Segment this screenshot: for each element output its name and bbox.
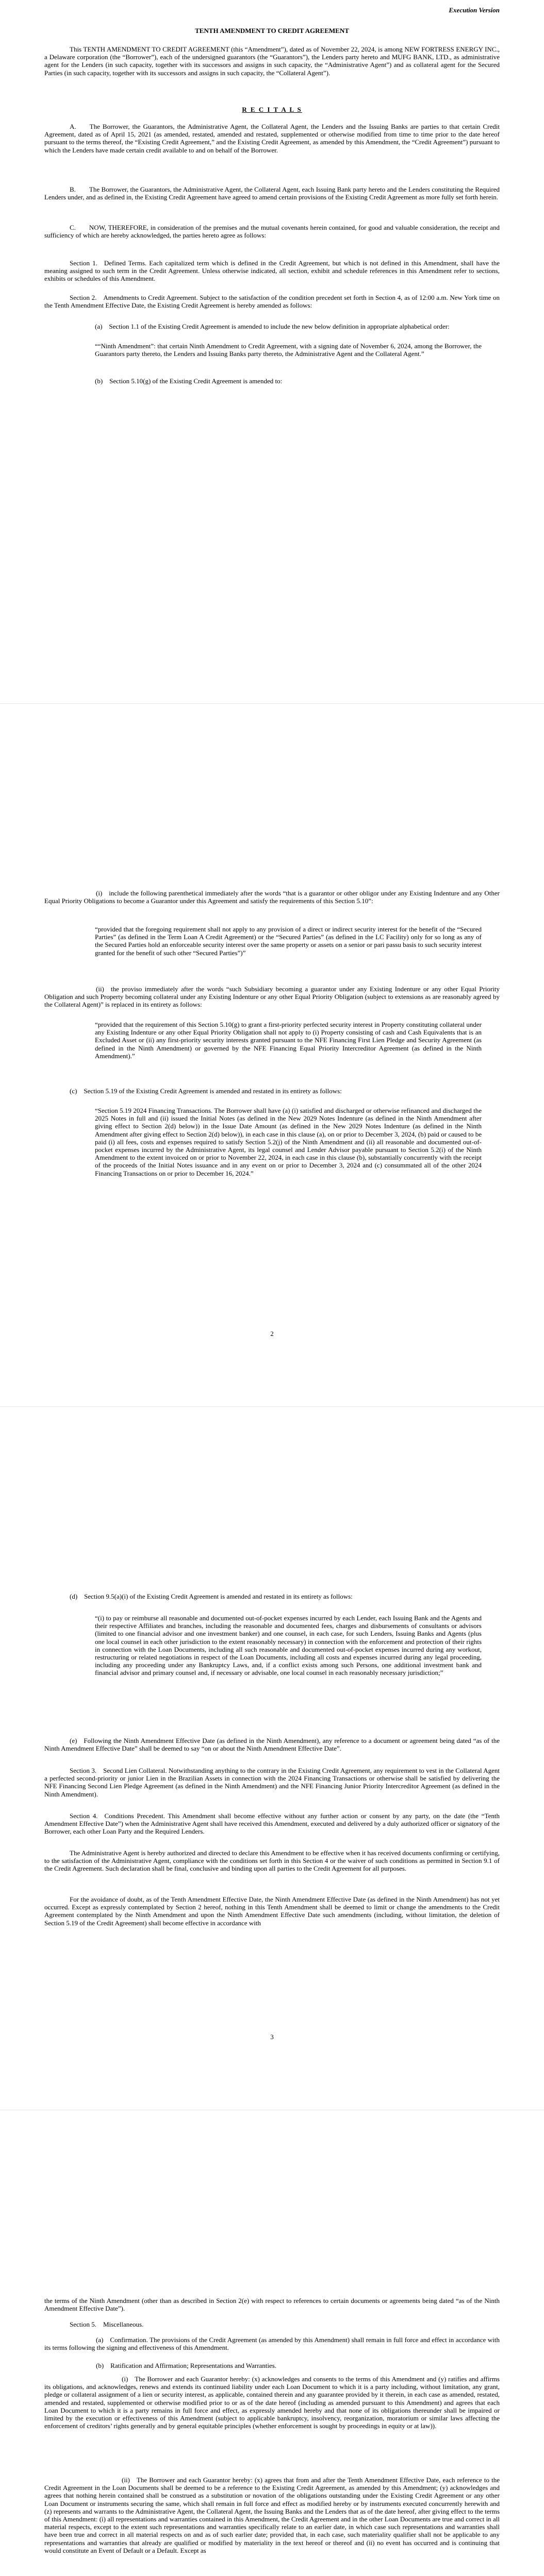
- page-4: [0, 2110, 544, 2576]
- paragraph-e: (e) Following the Ninth Amendment Effective Date (as defined in the Ninth Amendment), any reference to a document or agreement being dated “as of the Ninth Amendment Effective Date” shall be deemed to say “on or about the Ninth Amendment Effective Date”.: [44, 1737, 500, 1753]
- admin-agent-paragraph: The Administrative Agent is hereby authorized and directed to declare this Amendment to be effective when it has received documents confirming or certifying, to the satisfaction of the Administrative Agent, compliance with the conditions set forth in this Section 4 or the waiver of such conditions as permitted in Section 9.1 of the Credit Agreement. Such declaration shall be final, conclusive and binding upon all parties to the Credit Agreement for all purposes.: [44, 1849, 500, 1873]
- page-1: [0, 0, 544, 703]
- recital-a: A. The Borrower, the Guarantors, the Administrative Agent, the Collateral Agent, the Lenders and the Issuing Banks are parties to that certain Credit Agreement, dated as of April 15, 2021 (as amended, restated, amended and restated, supplemented or otherwise modified from time to time prior to the date hereof pursuant to the terms thereof, the “Existing Credit Agreement,” and the Existing Credit Agreement, as amended by this Amendment, the “Credit Agreement”) pursuant to which the Lenders have made certain credit available to and on behalf of the Borrower.: [44, 123, 500, 154]
- page-3: [0, 1407, 544, 2110]
- section-5-miscellaneous: Section 5. Miscellaneous.: [70, 2320, 144, 2328]
- paragraph-a: (a) Section 1.1 of the Existing Credit Agreement is amended to include the new below definition in appropriate alphabetical order:: [95, 323, 450, 330]
- provided-quote: “provided that the requirement of this Section 5.10(g) to grant a first-priority perfected security interest in Property constituting collateral under any Existing Indenture or any other Equal Priority Obligation shall not apply to (i) Property consisting of cash and Cash Equivalents that is an Excluded Asset or (ii) any first-priority security interests granted pursuant to the NFE Financing First Lien Pledge and Security Agreement (as defined in the Ninth Amendment) or governed by the NFE Financing Equal Priority Intercreditor Agreement (as defined in the Ninth Amendment).”: [95, 1021, 482, 1060]
- intro-paragraph: This TENTH AMENDMENT TO CREDIT AGREEMENT (this “Amendment”), dated as of November 22, 2024, is among NEW FORTRESS ENERGY INC., a Delaware corporation (the “Borrower”), each of the undersigned guarantors (the “Guarantors”), the Lenders party hereto and MUFG BANK, LTD., as administrative agent for the Lenders (in such capacity, together with its successors and assigns in such capacity, the “Administrative Agent”) and as collateral agent for the Secured Parties (in such capacity, together with its successors and assigns in such capacity, the “Collateral Agent”).: [44, 45, 500, 77]
- proviso-quote: “provided that the foregoing requirement shall not apply to any provision of a direct or indirect security interest for the benefit of the “Secured Parties” (as defined in the Term Loan A Credit Agreement) or the “Secured Parties” (as defined in the LC Facility) only for so long as any of the Secured Parties hold an enforceable security interest over the same property or assets on a senior or pari passu basis to such security interest granted for the benefit of such other “Secured Parties”)”: [95, 925, 482, 957]
- recital-b: B. The Borrower, the Guarantors, the Administrative Agent, the Collateral Agent, each Issuing Bank party hereto and the Lenders constituting the Required Lenders under, and as defined in, the Existing Credit Agreement have agreed to amend certain provisions of the Existing Credit Agreement as more fully set forth herein.: [44, 185, 500, 201]
- terms-continuation: the terms of the Ninth Amendment (other than as described in Section 2(e) with respect to references to certain documents or agreements being dated “as of the Ninth Amendment Effective Date”).: [44, 2297, 500, 2313]
- section-9-5-quote: “(i) to pay or reimburse all reasonable and documented out-of-pocket expenses incurred by each Lender, each Issuing Bank and the Agents and their respective Affiliates and branches, including the reasonable and documented fees, charges and disbursements of consultants or advisors (limited to one financial advisor and one investment banker) and one counsel, in each case, for such Lenders, Issuing Banks and Agents (plus one local counsel in each other jurisdiction to the extent reasonably necessary) in connection with the enforcement and protection of their rights in connection with the Loan Documents, including all such reasonable and documented out-of-pocket expenses incurred during any workout, restructuring or related negotiations in respect of the Loan Documents, including all costs and expenses incurred during any legal proceeding, including any proceeding under any Bankruptcy Laws, and, if a conflict exists among such Persons, one additional investment bank and financial advisor and primary counsel and, if necessary or advisable, one local counsel in each reasonably necessary jurisdiction;”: [95, 1614, 482, 1677]
- section-2-amendments: Section 2. Amendments to Credit Agreement. Subject to the satisfaction of the condition precedent set forth in Section 4, as of 12:00 a.m. New York time on the Tenth Amendment Effective Date, the Existing Credit Agreement is hereby amended as follows:: [44, 294, 500, 310]
- page-2: [0, 704, 544, 1406]
- avoidance-of-doubt-paragraph: For the avoidance of doubt, as of the Tenth Amendment Effective Date, the Ninth Amendment Effective Date (as defined in the Ninth Amendment) has not yet occurred. Except as expressly contemplated by Section 2 hereof, nothing in this Tenth Amendment shall be deemed to limit or change the amendments to the Credit Agreement contemplated by the Ninth Amendment and upon the Ninth Amendment Effective Date such amendments (including, without limitation, the deletion of Section 5.19 of the Credit Agreement) shall become effective in accordance with: [44, 1895, 500, 1927]
- paragraph-5b-ratification: (b) Ratification and Affirmation; Representations and Warranties.: [96, 2362, 277, 2369]
- ninth-amendment-definition: ““Ninth Amendment”: that certain Ninth Amendment to Credit Agreement, with a signing date of November 6, 2024, among the Borrower, the Guarantors party thereto, the Lenders and Issuing Banks party thereto, the Administrative Agent and the Collateral Agent.”: [95, 342, 482, 358]
- recitals-heading: R E C I T A L S: [242, 106, 302, 113]
- execution-version-label: Execution Version: [449, 6, 500, 14]
- paragraph-5a-confirmation: (a) Confirmation. The provisions of the Credit Agreement (as amended by this Amendment) shall remain in full force and effect in accordance with its terms following the signing and effectiveness of this Amendment.: [44, 2336, 500, 2352]
- section-3-second-lien: Section 3. Second Lien Collateral. Notwithstanding anything to the contrary in the Existing Credit Agreement, any requirement to vest in the Collateral Agent a perfected second-priority or junior Lien in the Brazilian Assets in connection with the 2024 Financing Transactions or otherwise shall be satisfied by delivering the NFE Financing Second Lien Pledge Agreement (as defined in the Ninth Amendment) and the NFE Financing Junior Priority Intercreditor Agreement (as defined in the Ninth Amendment).: [44, 1767, 500, 1798]
- page-number: 2: [270, 1330, 274, 1337]
- section-5-19-quote: “Section 5.19 2024 Financing Transactions. The Borrower shall have (a) (i) satisfied and discharged or otherwise refinanced and discharged the 2025 Notes in full and (ii) issued the Initial Notes (as defined in the New 2029 Notes Indenture (as defined in the Ninth Amendment after giving effect to Section 2(d) below)) in the Issue Date Amount (as defined in the New 2029 Notes Indenture (as defined in the Ninth Amendment after giving effect to Section 2(d) below)), in each case in this clause (a), on or prior to December 3, 2024, (b) paid or caused to be paid (i) all fees, costs and expenses required to satisfy Section 5.2(j) of the Ninth Amendment and (ii) all reasonable and documented out-of-pocket expenses incurred by the Administrative Agent, its legal counsel and Lender Advisor payable pursuant to Section 5.2(i) of the Ninth Amendment to the extent invoiced on or prior to November 22, 2024, in each case in this clause (b), substantially concurrently with the receipt of the proceeds of the Initial Notes issuance and in any event on or prior to December 3, 2024 and (c) consummated all of the other 2024 Financing Transactions on or prior to December 16, 2024.”: [95, 1107, 482, 1177]
- paragraph-5b-i: (i) The Borrower and each Guarantor hereby: (x) acknowledges and consents to the terms of this Amendment and (y) ratifies and affirms its obligations, and acknowledges, renews and extends its continued liability under each Loan Document to which it is a party including, without limitation, any grant, pledge or collateral assignment of a lien or security interest, as applicable, contained therein and any guarantee provided by it therein, in each case as amended, restated, amended and restated, supplemented or otherwise modified prior to or as of the date hereof (including as amended pursuant to this Amendment) and agrees that each Loan Document to which it is a party remains in full force and effect, as expressly amended hereby and that none of its obligations thereunder shall be impaired or limited by the execution or effectiveness of this Amendment (subject to applicable bankruptcy, insolvency, reorganization, moratorium or similar laws affecting the enforcement of creditors’ rights generally and by general equitable principles (whether enforcement is sought by proceedings in equity or at law)).: [44, 2375, 500, 2430]
- paragraph-b-ii: (ii) the proviso immediately after the words “such Subsidiary becoming a guarantor under any Existing Indenture or any other Equal Priority Obligation and such Property becoming collateral under any Existing Indenture or any other Equal Priority Obligation (subject to extensions as are reasonably agreed by the Collateral Agent)” is replaced in its entirety as follows:: [44, 985, 500, 1009]
- paragraph-c: (c) Section 5.19 of the Existing Credit Agreement is amended and restated in its entirety as follows:: [70, 1087, 342, 1095]
- paragraph-d: (d) Section 9.5(a)(i) of the Existing Credit Agreement is amended and restated in its entirety as follows:: [70, 1592, 353, 1600]
- section-1-defined-terms: Section 1. Defined Terms. Each capitalized term which is defined in the Credit Agreement, but which is not defined in this Amendment, shall have the meaning assigned to such term in the Credit Agreement. Unless otherwise indicated, all section, exhibit and schedule references in this Amendment refer to sections, exhibits or schedules of this Amendment.: [44, 259, 500, 283]
- recital-c: C. NOW, THEREFORE, in consideration of the premises and the mutual covenants herein contained, for good and valuable consideration, the receipt and sufficiency of which are hereby acknowledged, the parties hereto agree as follows:: [44, 224, 500, 240]
- paragraph-5b-ii: (ii) The Borrower and each Guarantor hereby: (x) agrees that from and after the Tenth Amendment Effective Date, each reference to the Credit Agreement in the Loan Documents shall be deemed to be a reference to the Existing Credit Agreement, as amended by this Amendment; (y) acknowledges and agrees that nothing herein contained shall be construed as a substitution or novation of the obligations outstanding under the Existing Credit Agreement or any other Loan Document or instruments securing the same, which shall remain in full force and effect as modified hereby or by instruments executed concurrently herewith and (z) represents and warrants to the Administrative Agent, the Collateral Agent, the Issuing Banks and the Lenders that as of the date hereof, after giving effect to the terms of this Amendment: (i) all representations and warranties contained in this Amendment, the Credit Agreement and in the other Loan Documents are true and correct in all material respects, except to the extent such representations and warranties specifically relate to an earlier date, in which case such representations and warranties shall have been true and correct in all material respects on and as of such earlier date; provided that, in each case, such materiality qualifier shall not be applicable to any representations and warranties that already are qualified or modified by materiality in the text hereof or thereof and (ii) no event has occurred and is continuing that would constitute an Event of Default or a Default. Except as: [44, 2476, 500, 2554]
- section-4-conditions: Section 4. Conditions Precedent. This Amendment shall become effective without any further action or consent by any party, on the date (the “Tenth Amendment Effective Date”) when the Administrative Agent shall have received this Amendment, executed and delivered by a duly authorized officer or signatory of the Borrower, each other Loan Party and the Required Lenders.: [44, 1812, 500, 1836]
- paragraph-b-i: (i) include the following parenthetical immediately after the words “that is a guarantor or other obligor under any Existing Indenture and any Other Equal Priority Obligations to become a Guarantor under this Agreement and satisfy the requirements of this Section 5.10”:: [44, 889, 500, 905]
- page-number: 3: [270, 2033, 274, 2041]
- paragraph-b: (b) Section 5.10(g) of the Existing Credit Agreement is amended to:: [95, 377, 283, 385]
- document-title: TENTH AMENDMENT TO CREDIT AGREEMENT: [195, 27, 349, 35]
